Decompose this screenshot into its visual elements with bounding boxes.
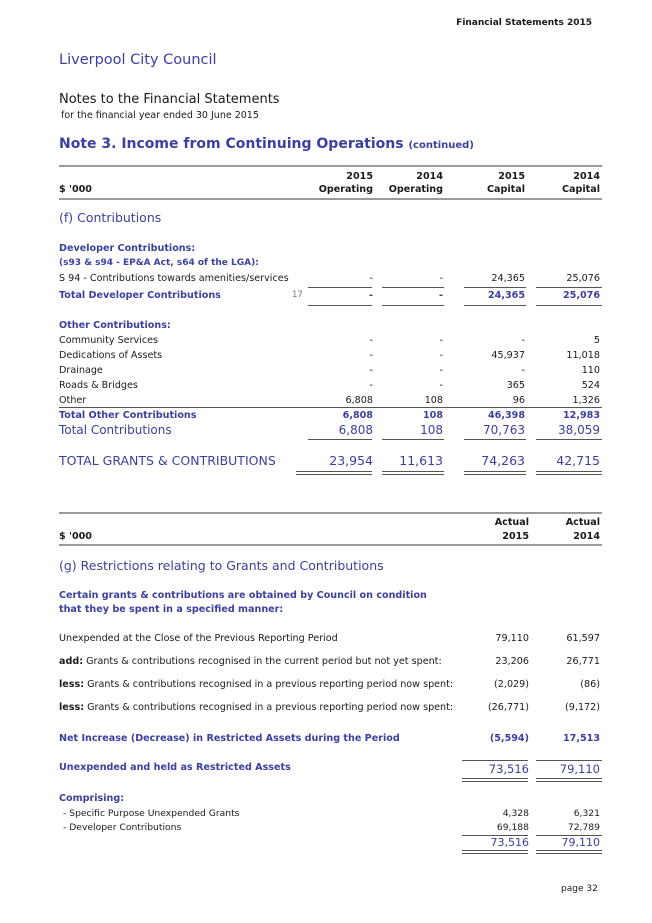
unexpended-row: Unexpended and held as Restricted Assets 73,516 79,110 (59, 762, 600, 776)
table-row: - Specific Purpose Unexpended Grants 4,328 6,321 (63, 808, 600, 819)
table-row: Unexpended at the Close of the Previous Reporting Period 79,110 61,597 (59, 633, 600, 644)
comprising-heading: Comprising: (59, 793, 125, 804)
table1-type-header: $ '000 Operating Operating Capital Capital (59, 184, 600, 195)
table2-unit: $ '000 (59, 531, 92, 542)
section-g-title: (g) Restrictions relating to Grants and Contributions (59, 558, 384, 573)
table-row: - Developer Contributions 69,188 72,789 (63, 822, 600, 833)
page-number: page 32 (561, 884, 598, 894)
table-row: Community Services - - - 5 (59, 335, 600, 346)
other-heading: Other Contributions: (59, 320, 171, 331)
dev-total-row: Total Developer Contributions 17 - - 24,365 25,076 (59, 290, 600, 301)
note-ref: 17 (292, 290, 303, 300)
table2-actual-header: Actual Actual (494, 517, 600, 528)
table-row: Other 6,808 108 96 1,326 (59, 395, 600, 406)
contrib-total-row: Total Contributions 6,808 108 70,763 38,059 (59, 423, 600, 437)
intro-line-2: that they be spent in a specified manner: (59, 604, 284, 615)
table2-year-header: $ '000 2015 2014 (59, 531, 600, 542)
section-f-title: (f) Contributions (59, 210, 162, 225)
council-name: Liverpool City Council (59, 52, 217, 68)
table-row: S 94 - Contributions towards amenities/services - - 24,365 25,076 (59, 273, 600, 284)
notes-subtitle: for the financial year ended 30 June 2015 (61, 110, 259, 121)
grand-total-row: TOTAL GRANTS & CONTRIBUTIONS 23,954 11,613 74,263 42,715 (59, 453, 600, 468)
table2-header-rule (59, 544, 602, 546)
table-row: less: Grants & contributions recognised in a previous reporting period now spent: (2,029) (86) (59, 679, 600, 690)
table-row: add: Grants & contributions recognised in the current period but not yet spent: 23,206 26,771 (59, 656, 600, 667)
table1-unit: $ '000 (59, 184, 92, 195)
other-total-row: Total Other Contributions 6,808 108 46,398 12,983 (59, 410, 600, 421)
dev-heading: Developer Contributions: (59, 243, 196, 254)
note-title: Note 3. Income from Continuing Operations (continued) (59, 136, 474, 152)
document-title: Financial Statements 2015 (456, 18, 592, 28)
notes-title: Notes to the Financial Statements (59, 92, 280, 107)
table2-top-rule (59, 512, 602, 514)
intro-line-1: Certain grants & contributions are obtained by Council on condition (59, 590, 427, 601)
comprising-total-row: 73,516 79,110 (490, 836, 600, 849)
table1-year-header: 2015 2014 2015 2014 (346, 171, 600, 182)
table-row: Dedications of Assets - - 45,937 11,018 (59, 350, 600, 361)
table-row: Roads & Bridges - - 365 524 (59, 380, 600, 391)
note-continued: (continued) (408, 140, 474, 151)
table-row: less: Grants & contributions recognised in a previous reporting period now spent: (26,771) (9,172) (59, 702, 600, 713)
table1-top-rule (59, 165, 602, 167)
table1-header-rule (59, 198, 602, 200)
net-increase-row: Net Increase (Decrease) in Restricted Assets during the Period (5,594) 17,513 (59, 733, 600, 744)
table-row: Drainage - - - 110 (59, 365, 600, 376)
dev-subheading: (s93 & s94 - EP&A Act, s64 of the LGA): (59, 258, 259, 268)
